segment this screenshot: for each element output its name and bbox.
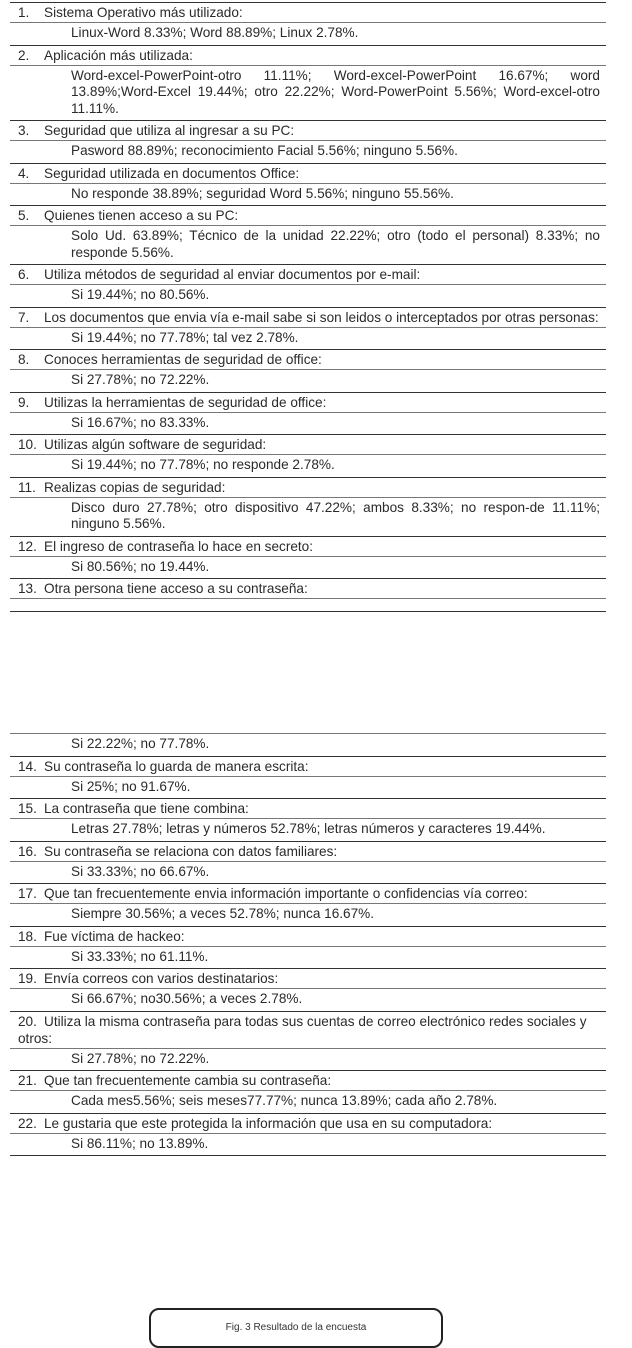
survey-answer: Si 16.67%; no 83.33%. bbox=[10, 412, 606, 435]
survey-question bbox=[10, 307, 606, 327]
question-number: 22. bbox=[18, 1115, 37, 1131]
survey-answer: Si 86.11%; no 13.89%. bbox=[10, 1133, 606, 1156]
survey-answer: Siempre 30.56%; a veces 52.78%; nunca 16.67%. bbox=[10, 903, 606, 926]
survey-question bbox=[10, 349, 606, 369]
question-text: Otra persona tiene acceso a su contraseña: bbox=[44, 581, 308, 596]
question-text: Los documentos que envia vía e-mail sabe si son leidos o interceptados por otras personas: bbox=[44, 309, 599, 325]
survey-answer: No responde 38.89%; seguridad Word 5.56%; ninguno 55.56%. bbox=[10, 183, 606, 206]
question-number: 7. bbox=[18, 309, 30, 325]
question-text: Quienes tienen acceso a su PC: bbox=[44, 208, 239, 223]
survey-question bbox=[10, 841, 606, 861]
question-text: Aplicación más utilizada: bbox=[44, 47, 193, 63]
question-number: 2. bbox=[18, 47, 30, 63]
survey-answer: Word-excel-PowerPoint-otro 11.11%; Word-excel-PowerPoint 16.67%; word 13.89%;Word-Excel 19.44%; otro 22.22%; Word-PowerPoint 5.56%; Word-excel-otro 11.11%. bbox=[10, 65, 606, 121]
question-text: Su contraseña lo guarda de manera escrita: bbox=[44, 758, 309, 774]
survey-question bbox=[10, 1070, 606, 1090]
survey-answer: Letras 27.78%; letras y números 52.78%; letras números y caracteres 19.44%. bbox=[10, 818, 606, 841]
table-bottom-border bbox=[10, 1155, 606, 1156]
question-text: Utiliza la misma contraseña para todas sus cuentas de correo electrónico redes sociales y otros: bbox=[18, 1013, 587, 1046]
survey-table-part-2 bbox=[10, 733, 606, 1156]
survey-question bbox=[10, 392, 606, 412]
survey-question bbox=[10, 1011, 606, 1048]
survey-answer: Si 25%; no 91.67%. bbox=[10, 776, 606, 799]
survey-question bbox=[10, 163, 606, 183]
question-number: 1. bbox=[18, 5, 30, 20]
question-text: Fue víctima de hackeo: bbox=[44, 928, 185, 944]
survey-answer: Solo Ud. 63.89%; Técnico de la unidad 22.22%; otro (todo el personal) 8.33%; no responde 5.56%. bbox=[10, 225, 606, 264]
survey-question bbox=[10, 926, 606, 946]
question-number: 10. bbox=[18, 437, 37, 452]
question-number: 21. bbox=[18, 1073, 37, 1088]
figure-caption: Fig. 3 Resultado de la encuesta bbox=[149, 1308, 443, 1348]
survey-answer: Disco duro 27.78%; otro dispositivo 47.22%; ambos 8.33%; no respon-de 11.11%; ninguno 5.56%. bbox=[10, 497, 606, 536]
question-text: Su contraseña se relaciona con datos familiares: bbox=[44, 843, 338, 859]
survey-table-part-1 bbox=[10, 2, 606, 612]
survey-answer: Cada mes5.56%; seis meses77.77%; nunca 13.89%; cada año 2.78%. bbox=[10, 1090, 606, 1113]
question-number: 8. bbox=[18, 352, 30, 367]
survey-answer: Si 22.22%; no 77.78%. bbox=[10, 733, 606, 756]
survey-question bbox=[10, 434, 606, 454]
question-number: 18. bbox=[18, 928, 37, 944]
question-number: 11. bbox=[18, 479, 36, 495]
survey-answer: Linux-Word 8.33%; Word 88.89%; Linux 2.78%. bbox=[10, 22, 606, 45]
question-number: 12. bbox=[18, 538, 37, 554]
question-number: 20. bbox=[18, 1013, 37, 1029]
question-text: Envía correos con varios destinatarios: bbox=[44, 971, 279, 986]
question-text: Le gustaria que este protegida la información que usa en su computadora: bbox=[44, 1115, 493, 1131]
survey-answer: Si 27.78%; no 72.22%. bbox=[10, 1048, 606, 1071]
survey-question bbox=[10, 2, 606, 22]
survey-answer: Si 19.44%; no 77.78%; tal vez 2.78%. bbox=[10, 327, 606, 350]
survey-question bbox=[10, 798, 606, 818]
survey-answer: Si 33.33%; no 66.67%. bbox=[10, 861, 606, 884]
question-text: Seguridad que utiliza al ingresar a su PC: bbox=[44, 123, 295, 138]
question-text: Conoces herramientas de seguridad de office: bbox=[44, 352, 322, 367]
question-text: La contraseña que tiene combina: bbox=[44, 801, 249, 816]
survey-question bbox=[10, 968, 606, 988]
question-number: 14. bbox=[18, 758, 37, 774]
survey-question bbox=[10, 120, 606, 140]
survey-answer: Pasword 88.89%; reconocimiento Facial 5.56%; ninguno 5.56%. bbox=[10, 140, 606, 163]
question-number: 5. bbox=[18, 208, 30, 223]
survey-answer: Si 19.44%; no 80.56%. bbox=[10, 284, 606, 307]
survey-question bbox=[10, 1113, 606, 1133]
question-number: 4. bbox=[18, 165, 30, 181]
question-text: Utilizas algún software de seguridad: bbox=[44, 437, 267, 452]
survey-question bbox=[10, 536, 606, 556]
question-number: 15. bbox=[18, 801, 37, 816]
survey-answer: Si 27.78%; no 72.22%. bbox=[10, 369, 606, 392]
question-number: 16. bbox=[18, 843, 37, 859]
survey-answer: Si 66.67%; no30.56%; a veces 2.78%. bbox=[10, 988, 606, 1011]
question-number: 19. bbox=[18, 971, 37, 986]
question-number: 9. bbox=[18, 394, 30, 410]
question-text: Seguridad utilizada en documentos Office: bbox=[44, 165, 300, 181]
question-number: 17. bbox=[18, 886, 37, 901]
survey-question bbox=[10, 477, 606, 497]
question-text: Que tan frecuentemente envia información importante o confidencias vía correo: bbox=[44, 886, 528, 901]
survey-question bbox=[10, 264, 606, 284]
question-number: 3. bbox=[18, 123, 30, 138]
question-number: 6. bbox=[18, 267, 30, 282]
question-text: El ingreso de contraseña lo hace en secreto: bbox=[44, 538, 314, 554]
question-text: Utilizas la herramientas de seguridad de office: bbox=[44, 394, 327, 410]
survey-question bbox=[10, 578, 606, 598]
question-text: Utiliza métodos de seguridad al enviar documentos por e-mail: bbox=[44, 267, 421, 282]
survey-answer: Si 33.33%; no 61.11%. bbox=[10, 946, 606, 969]
question-text: Realizas copias de seguridad: bbox=[44, 479, 226, 495]
survey-question bbox=[10, 205, 606, 225]
survey-answer: Si 19.44%; no 77.78%; no responde 2.78%. bbox=[10, 454, 606, 477]
question-number: 13. bbox=[18, 581, 37, 596]
survey-answer: Si 80.56%; no 19.44%. bbox=[10, 556, 606, 579]
survey-question bbox=[10, 45, 606, 65]
page-break-gap bbox=[10, 598, 606, 611]
table-bottom-border bbox=[10, 611, 606, 612]
survey-question bbox=[10, 883, 606, 903]
question-text: Sistema Operativo más utilizado: bbox=[44, 5, 243, 20]
survey-question bbox=[10, 756, 606, 776]
question-text: Que tan frecuentemente cambia su contraseña: bbox=[44, 1073, 332, 1088]
